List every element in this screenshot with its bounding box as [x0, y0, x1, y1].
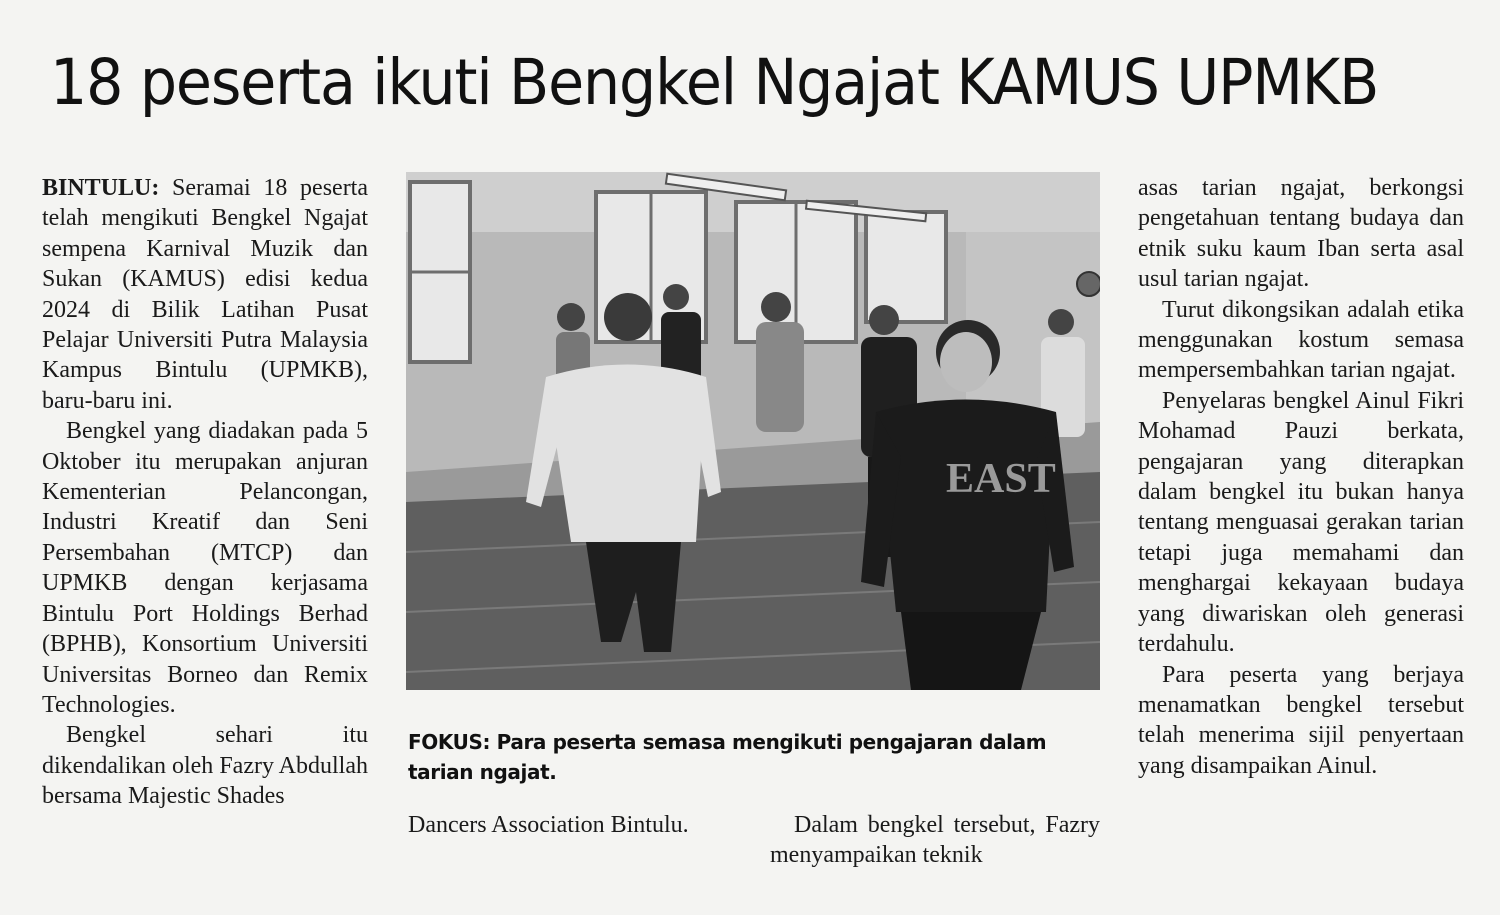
paragraph-1-text: Seramai 18 peserta telah mengikuti Bengkel Ngajat sempena Karnival Muzik dan Sukan (KAMUS) edisi kedua 2024 di Bilik Latihan Pusat Pelajar Universiti Putra Malaysia Kampus Bintulu (UPMKB), baru-baru ini.: [42, 175, 369, 414]
paragraph-3: Bengkel sehari itu dikendalikan oleh Fazry Abdullah bersama Majestic Shades: [42, 722, 368, 810]
right-column: [1138, 173, 1464, 781]
right-paragraph-4: Para peserta yang berjaya menamatkan bengkel tersebut telah menerima sijil penyertaan yang disampaikan Ainul.: [1138, 661, 1464, 779]
right-paragraph-2: Turut dikongsikan adalah etika menggunakan kostum semasa mempersembahkan tarian ngajat.: [1138, 296, 1464, 384]
shirt-print: EAST: [946, 456, 1056, 502]
caption-text: Para peserta semasa mengikuti pengajaran dalam tarian ngajat.: [408, 730, 1047, 784]
middle-column-1: [408, 810, 734, 840]
middle-column-2: [770, 810, 1100, 871]
headline: 18 peserta ikuti Bengkel Ngajat KAMUS UPMKB: [50, 46, 1379, 119]
middle-column-1-text: Dancers Association Bintulu.: [408, 812, 689, 838]
paragraph-2: Bengkel yang diadakan pada 5 Oktober itu merupakan anjuran Kementerian Pelancongan, Industri Kreatif dan Seni Persembahan (MTCP) dan UPMKB dengan kerjasama Bintulu Port Holdings Berhad (BPHB), Konsortium Universiti Universitas Borneo dan Remix Technologies.: [42, 418, 368, 718]
middle-column-2-text: Dalam bengkel tersebut, Fazry menyampaikan teknik: [770, 812, 1100, 869]
left-column: [42, 173, 368, 812]
photo-caption: [408, 727, 1094, 787]
caption-tag: FOKUS:: [408, 730, 491, 754]
right-paragraph-1: asas tarian ngajat, berkongsi pengetahuan tentang budaya dan etnik suku kaum Iban serta asal usul tarian ngajat.: [1138, 175, 1464, 293]
dateline: BINTULU:: [42, 175, 160, 201]
article-photo: [406, 172, 1100, 690]
paragraph-1: [42, 173, 368, 416]
right-paragraph-3: Penyelaras bengkel Ainul Fikri Mohamad Pauzi berkata, pengajaran yang diterapkan dalam bengkel itu bukan hanya tentang menguasai gerakan tarian tetapi juga memahami dan menghargai kekayaan budaya yang diwariskan oleh generasi terdahulu.: [1138, 387, 1464, 658]
